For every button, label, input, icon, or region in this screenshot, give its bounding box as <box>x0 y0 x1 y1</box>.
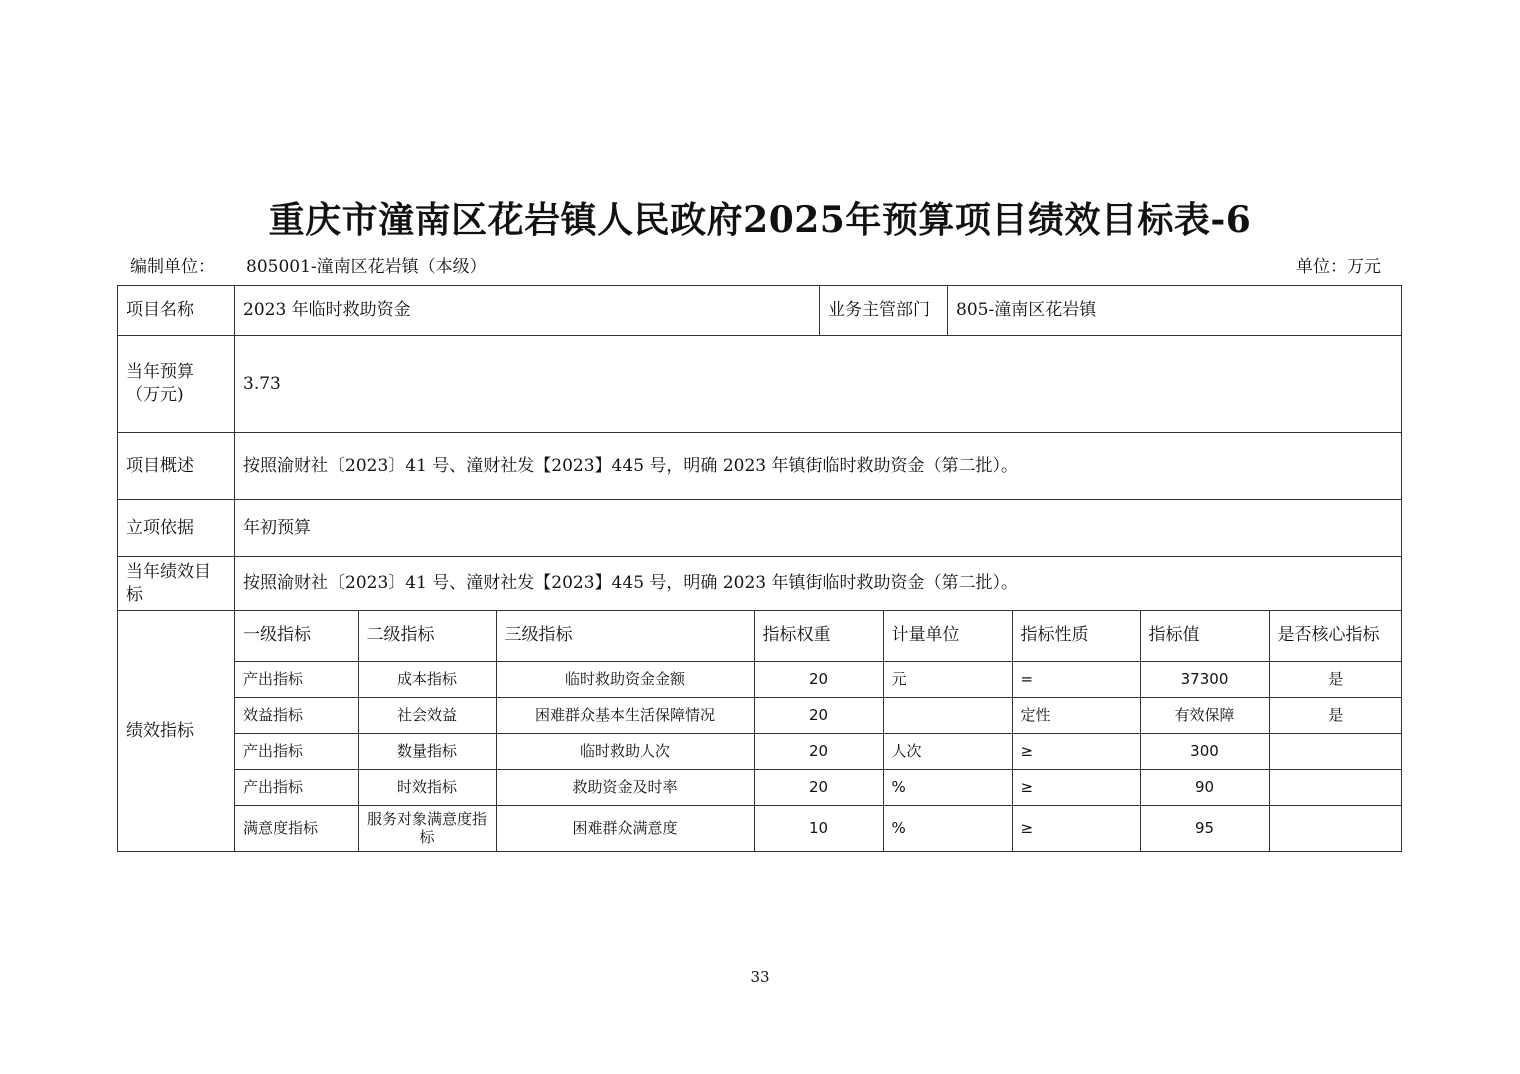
cell-level1: 满意度指标 <box>235 805 358 851</box>
cell-weight: 20 <box>754 769 883 805</box>
indicators-table <box>235 611 1402 851</box>
header-weight: 指标权重 <box>754 611 883 661</box>
basis-value: 年初预算 <box>235 500 1402 557</box>
cell-unit: % <box>883 769 1012 805</box>
cell-nature: = <box>1012 661 1140 697</box>
cell-nature: 定性 <box>1012 697 1140 733</box>
org-value: 805001-潼南区花岩镇（本级） <box>246 257 487 277</box>
cell-level2: 时效指标 <box>358 769 496 805</box>
cell-value: 90 <box>1140 769 1269 805</box>
page-number: 33 <box>750 968 770 986</box>
cell-nature: ≥ <box>1012 769 1140 805</box>
cell-level2: 社会效益 <box>358 697 496 733</box>
cell-level2: 数量指标 <box>358 733 496 769</box>
indicators-header-row <box>235 611 1402 661</box>
budget-value: 3.73 <box>235 336 1402 433</box>
cell-level3: 临时救助资金金额 <box>496 661 754 697</box>
unit-label: 单位：万元 <box>1296 257 1381 277</box>
cell-value: 有效保障 <box>1140 697 1269 733</box>
cell-level3: 困难群众满意度 <box>496 805 754 851</box>
document-title: 重庆市潼南区花岩镇人民政府2025年预算项目绩效目标表-6 <box>268 199 1252 241</box>
budget-row <box>118 336 1402 433</box>
cell-unit <box>883 697 1012 733</box>
cell-level1: 产出指标 <box>235 661 358 697</box>
cell-level1: 产出指标 <box>235 769 358 805</box>
goal-label: 当年绩效目标 <box>118 557 235 611</box>
cell-core: 是 <box>1269 697 1402 733</box>
project-name-row <box>118 286 1402 336</box>
cell-core <box>1269 805 1402 851</box>
cell-nature: ≥ <box>1012 733 1140 769</box>
cell-level3: 救助资金及时率 <box>496 769 754 805</box>
basis-row <box>118 500 1402 557</box>
header-core: 是否核心指标 <box>1269 611 1402 661</box>
table-row <box>235 769 1402 805</box>
cell-value: 37300 <box>1140 661 1269 697</box>
table-row <box>235 661 1402 697</box>
cell-level1: 产出指标 <box>235 733 358 769</box>
cell-core <box>1269 769 1402 805</box>
table-row <box>235 697 1402 733</box>
indicators-row <box>118 611 1402 852</box>
cell-unit: % <box>883 805 1012 851</box>
header-level1: 一级指标 <box>235 611 358 661</box>
project-name-label: 项目名称 <box>118 286 235 336</box>
cell-core: 是 <box>1269 661 1402 697</box>
header-level2: 二级指标 <box>358 611 496 661</box>
overview-label: 项目概述 <box>118 433 235 500</box>
cell-value: 95 <box>1140 805 1269 851</box>
cell-unit: 元 <box>883 661 1012 697</box>
cell-value: 300 <box>1140 733 1269 769</box>
indicators-label: 绩效指标 <box>118 611 235 852</box>
table-row <box>235 733 1402 769</box>
org-label: 编制单位： <box>130 257 215 277</box>
table-row <box>235 805 1402 851</box>
cell-weight: 20 <box>754 697 883 733</box>
goal-row <box>118 557 1402 611</box>
header-value: 指标值 <box>1140 611 1269 661</box>
cell-level2: 服务对象满意度指标 <box>358 805 496 851</box>
dept-value: 805-潼南区花岩镇 <box>948 286 1402 336</box>
dept-label: 业务主管部门 <box>820 286 948 336</box>
goal-value: 按照渝财社〔2023〕41 号、潼财社发【2023】445 号，明确 2023 年镇街临时救助资金（第二批）。 <box>235 557 1402 611</box>
cell-level3: 困难群众基本生活保障情况 <box>496 697 754 733</box>
budget-label: 当年预算（万元) <box>118 336 235 433</box>
header-level3: 三级指标 <box>496 611 754 661</box>
cell-weight: 20 <box>754 661 883 697</box>
header-unit: 计量单位 <box>883 611 1012 661</box>
overview-value: 按照渝财社〔2023〕41 号、潼财社发【2023】445 号，明确 2023 年镇街临时救助资金（第二批）。 <box>235 433 1402 500</box>
project-name-value: 2023 年临时救助资金 <box>235 286 820 336</box>
cell-nature: ≥ <box>1012 805 1140 851</box>
indicators-cell <box>235 611 1402 852</box>
cell-level1: 效益指标 <box>235 697 358 733</box>
basis-label: 立项依据 <box>118 500 235 557</box>
overview-row <box>118 433 1402 500</box>
cell-level2: 成本指标 <box>358 661 496 697</box>
cell-core <box>1269 733 1402 769</box>
performance-table <box>117 285 1402 852</box>
cell-unit: 人次 <box>883 733 1012 769</box>
cell-weight: 10 <box>754 805 883 851</box>
header-nature: 指标性质 <box>1012 611 1140 661</box>
cell-weight: 20 <box>754 733 883 769</box>
cell-level3: 临时救助人次 <box>496 733 754 769</box>
org-line <box>130 252 487 277</box>
